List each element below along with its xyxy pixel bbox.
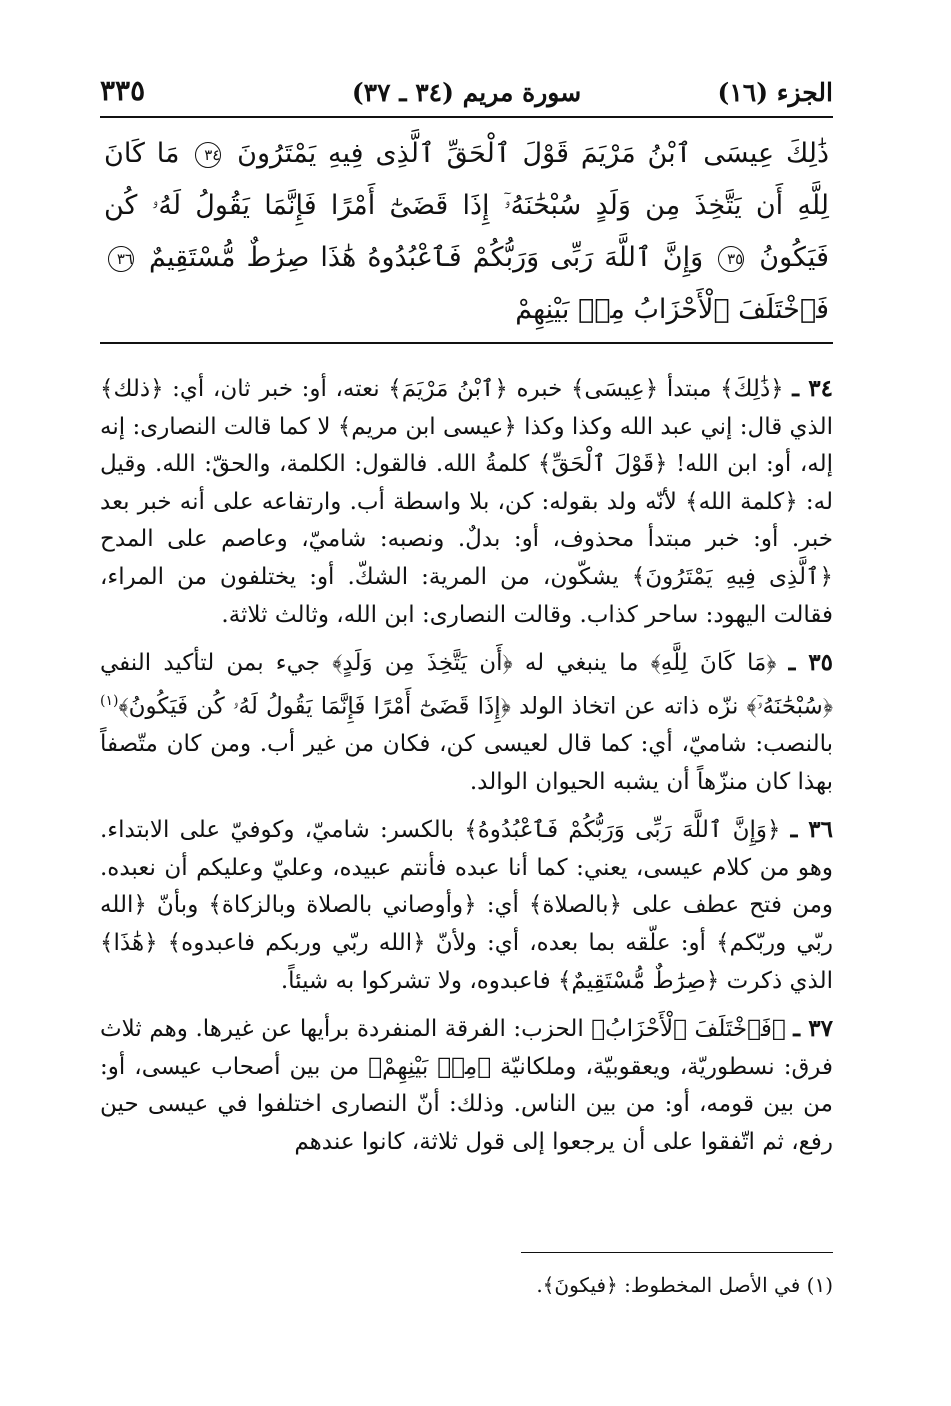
ayah-text-35: مَا كَانَ لِلَّهِ أَن يَتَّخِذَ مِن وَلَدٍ سُبْحَٰنَهُۥٓ إِذَا قَضَىٰٓ أَمْرًا فَإِنَّمَا يَقُولُ لَهُۥ كُن فَيَكُونُ bbox=[104, 138, 829, 273]
commentary-text: ﴿وَإِنَّ ٱللَّهَ رَبِّى وَرَبُّكُمْ فَٱعْبُدُوهُ﴾ بالكسر: شاميّ، وكوفيّ على الابتداء. وهو من كلام عيسى، يعني: كما أنا عبده فأنتم عبيده، وعليّ وعليكم أن نعبده. ومن فتح عطف على ﴿بالصلاة﴾ أي: ﴿وأوصاني بالصلاة وبالزكاة﴾ وبأنّ ﴿الله ربّي وربّكم﴾ أو: علّقه بما بعده، أي: ولأنّ ﴿الله ربّي وربكم فاعبدوه﴾ ﴿هَٰذَا﴾ الذي ذكرت ﴿صِرَٰطٌ مُّسْتَقِيمٌ﴾ فاعبدوه، ولا تشركوا به شيئاً. bbox=[100, 817, 833, 994]
page-number: ٣٣٥ bbox=[100, 74, 146, 107]
footnote bbox=[536, 1270, 833, 1300]
verse-number: ٣٥ ـ bbox=[788, 649, 833, 677]
verse-number: ٣٧ ـ bbox=[793, 1015, 833, 1043]
ayah-number-35: ٣٥ bbox=[718, 246, 744, 272]
commentary-paragraph-37 bbox=[100, 1010, 833, 1161]
footnote-number: (١) bbox=[806, 1273, 833, 1297]
ayah-text-37: فَٱخْتَلَفَ ٱلْأَحْزَابُ مِنۢ بَيْنِهِمْ bbox=[515, 294, 829, 325]
commentary-paragraph-34 bbox=[100, 370, 833, 634]
footnote-reference: (١) bbox=[100, 692, 119, 709]
commentary-text: ﴿مَا كَانَ لِلَّهِ﴾ ما ينبغي له ﴿أَن يَتَّخِذَ مِن وَلَدٍ﴾ جيء بمن لتأكيد النفي ﴿سُبْحَٰنَهُۥٓ﴾ نزّه ذاته عن اتخاذ الولد ﴿إِذَا قَضَىٰٓ أَمْرًا فَإِنَّمَا يَقُولُ لَهُۥ كُن فَيَكُونُ﴾ bbox=[100, 650, 833, 720]
verse-number: ٣٦ ـ bbox=[790, 816, 834, 844]
commentary-text-continued: بالنصب: شاميّ، أي: كما قال لعيسى كن، فكان من غير أب. ومن كان متّصفاً بهذا كان منزّهاً أن يشبه الحيوان الوالد. bbox=[100, 731, 833, 795]
footnote-divider bbox=[521, 1252, 833, 1253]
commentary-paragraph-35 bbox=[100, 644, 833, 801]
ayah-number-36: ٣٦ bbox=[108, 246, 134, 272]
ayah-number-34: ٣٤ bbox=[195, 142, 221, 168]
running-header bbox=[100, 72, 833, 118]
juz-label: الجزء (١٦) bbox=[717, 78, 833, 107]
quran-text-block bbox=[100, 128, 833, 344]
footnote-text: في الأصل المخطوط: ﴿فيكونَ﴾. bbox=[536, 1273, 801, 1297]
commentary-text: ﴿ذَٰلِكَ﴾ مبتدأ ﴿عِيسَى﴾ خبره ﴿ٱبْنُ مَرْيَمَ﴾ نعته، أو: خبر ثان، أي: ﴿ذلك﴾ الذي قال: إني عبد الله وكذا وكذا ﴿عيسى ابن مريم﴾ لا كما قالت النصارى: إنه إله، أو: ابن الله! ﴿قَوْلَ ٱلْحَقِّ﴾ كلمةُ الله. فالقول: الكلمة، والحقّ: الله. وقيل له: ﴿كلمة الله﴾ لأنّه ولد بقوله: كن، بلا واسطة أب. وارتفاعه على أنه خبر بعد خبر. أو: خبر مبتدأ محذوف، أو: بدلٌ. ونصبه: شاميّ، وعاصم على المدح ﴿ٱلَّذِى فِيهِ يَمْتَرُونَ﴾ يشكّون، من المرية: الشكّ. أو: يختلفون من المراء، فقالت اليهود: ساحر كذاب. وقالت النصارى: ابن الله، وثالث ثلاثة. bbox=[100, 376, 833, 628]
commentary-text: ﴿فَٱخْتَلَفَ ٱلْأَحْزَابُ﴾ الحزب: الفرقة المنفردة برأيها عن غيرها. وهم ثلاث فرق: نسطوريّة، ويعقوبيّة، وملكانيّة ﴿مِنۢ بَيْنِهِمْ﴾ من بين أصحاب عيسى، أو: من بين قومه، أو: من بين الناس. وذلك: أنّ النصارى اختلفوا في عيسى حين رفع، ثم اتّفقوا على أن يرجعوا إلى قول ثلاثة، كانوا عندهم bbox=[100, 1016, 833, 1155]
ayah-text-36: وَإِنَّ ٱللَّهَ رَبِّى وَرَبُّكُمْ فَٱعْبُدُوهُ هَٰذَا صِرَٰطٌ مُّسْتَقِيمٌ bbox=[149, 242, 704, 273]
surah-title: سورة مريم (٣٤ ـ ٣٧) bbox=[351, 78, 582, 107]
commentary-paragraph-36 bbox=[100, 811, 833, 1000]
verse-number: ٣٤ ـ bbox=[792, 375, 834, 402]
ayah-text-34: ذَٰلِكَ عِيسَى ٱبْنُ مَرْيَمَ قَوْلَ ٱلْحَقِّ ٱلَّذِى فِيهِ يَمْتَرُونَ bbox=[237, 138, 829, 169]
book-page bbox=[100, 72, 833, 1332]
commentary-body bbox=[100, 370, 833, 1162]
